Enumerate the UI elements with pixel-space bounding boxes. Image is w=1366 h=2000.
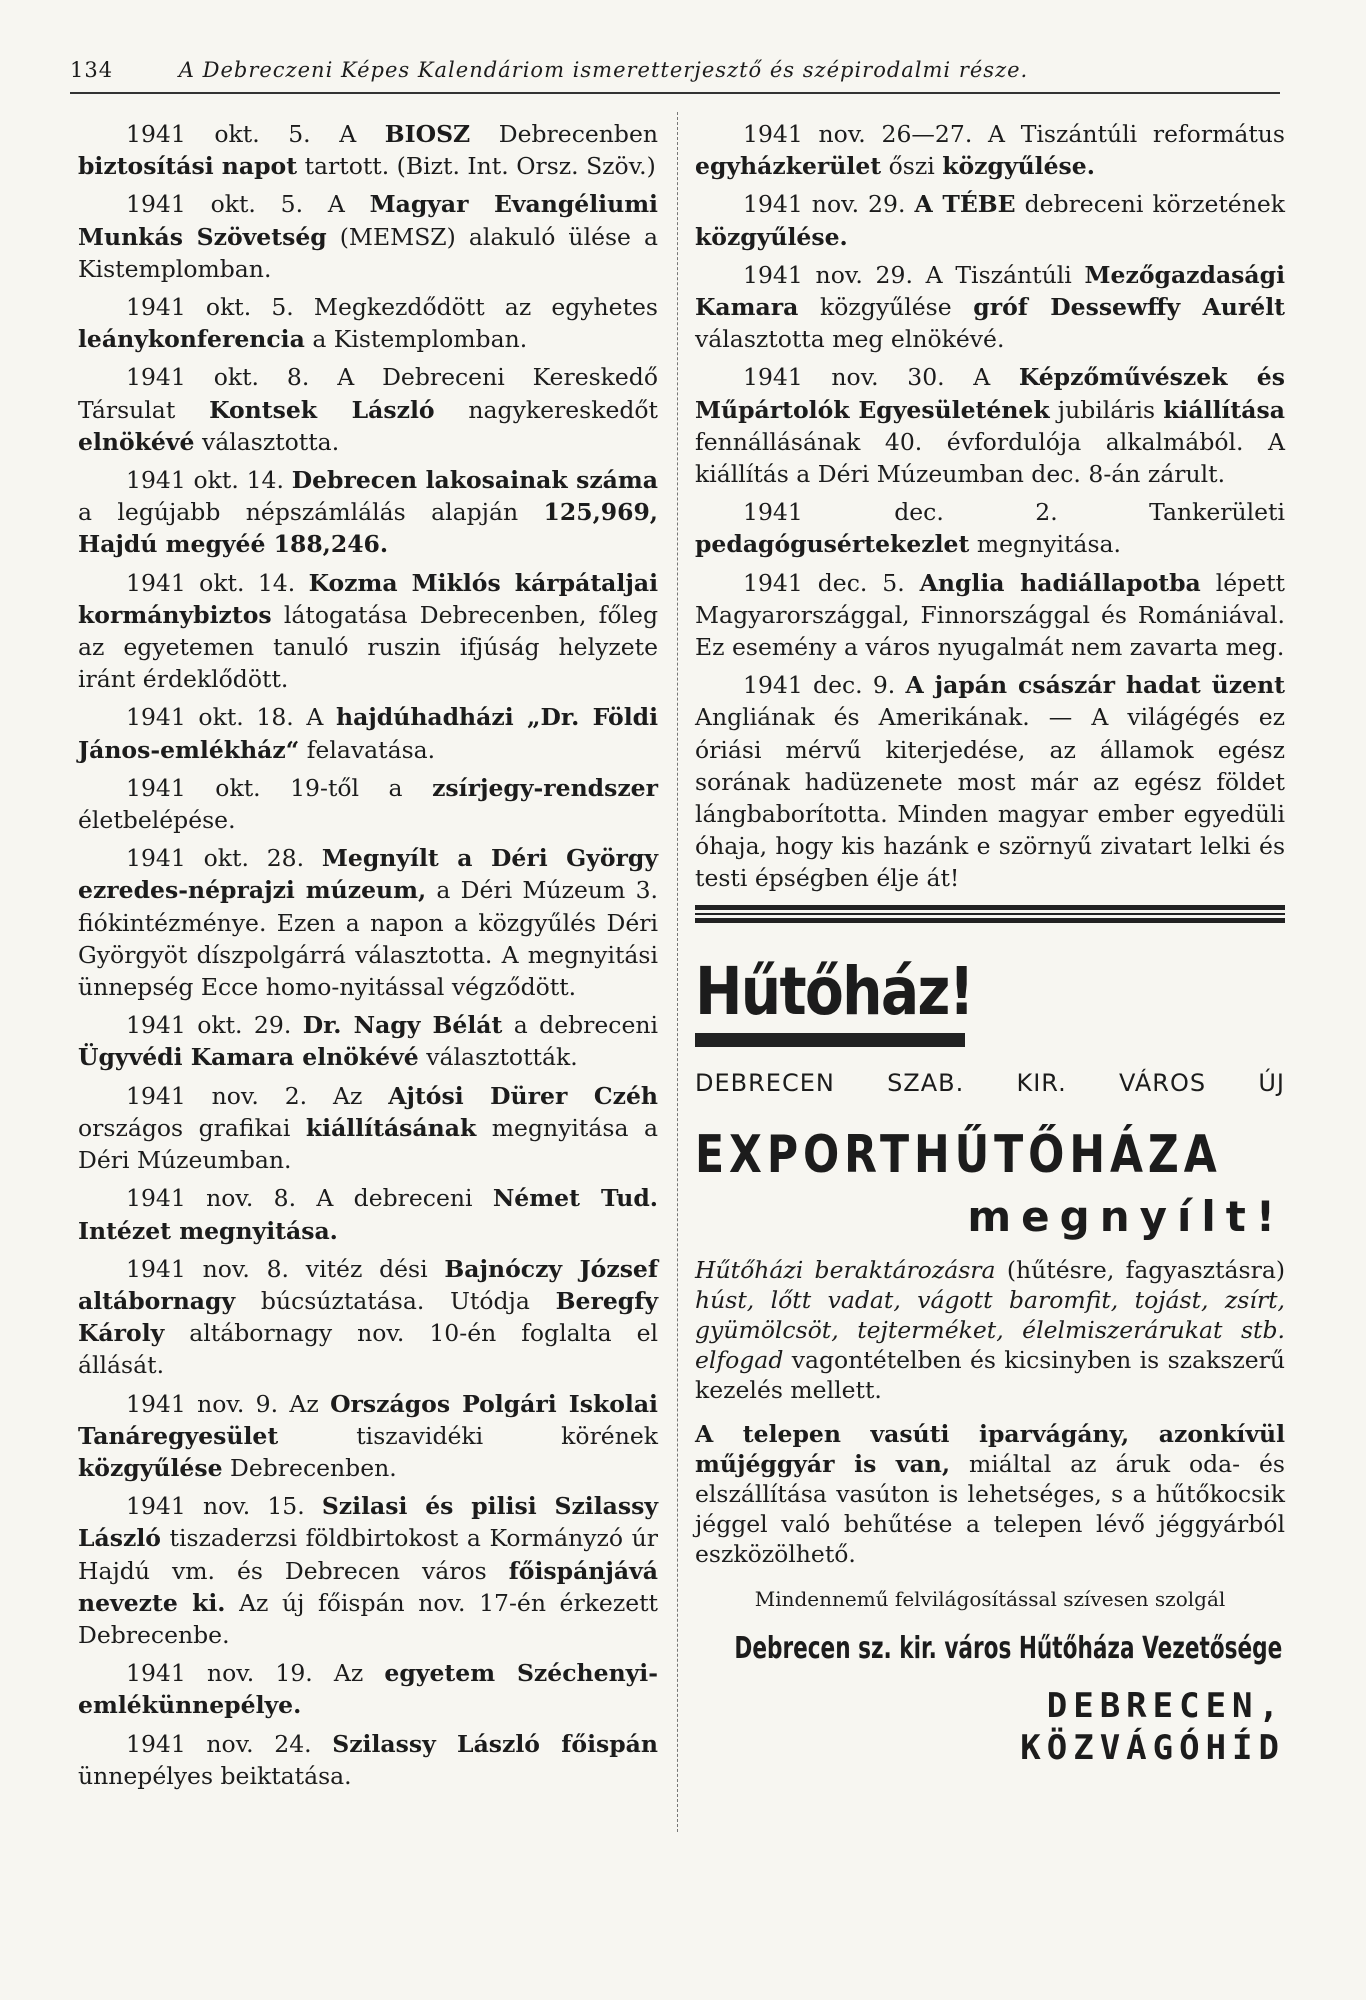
entry-text: közgyűlése [798, 293, 974, 322]
chronicle-entry [695, 496, 1285, 560]
chronicle-entry [78, 772, 658, 836]
entry-bold: Kontsek László [209, 395, 435, 424]
entry-bold: Bajnóczy József altábornagy [78, 1254, 658, 1315]
entry-bold: zsírjegy-rendszer [432, 773, 658, 802]
left-column [78, 118, 658, 1798]
entry-date: 1941 nov. 2. Az [126, 1081, 389, 1110]
chronicle-entry [695, 361, 1285, 490]
ad-rail-heading: A telepen vasúti iparvágány, azonkívül műjéggyár is van, [695, 1420, 1285, 1479]
chronicle-entry [78, 1253, 658, 1382]
entry-bold: közgyűlése. [942, 152, 1095, 181]
entry-bold: A TÉBE [914, 190, 1016, 219]
entry-bold: BIOSZ [384, 120, 471, 148]
entry-text: lépett Magyarországgal, Finnországgal és Romániával. Ez esemény a város nyugalmát nem zavarta meg. [695, 568, 1285, 662]
entry-bold: főispánjává nevezte ki. [78, 1556, 658, 1617]
entry-date: 1941 nov. 24. [126, 1729, 333, 1758]
chronicle-entry [78, 464, 658, 561]
entry-date: 1941 okt. 14. [126, 466, 292, 495]
entry-text: (MEMSZ) alakuló ülése a Kistemplomban. [78, 222, 658, 283]
entry-bold: biztosítási napot [78, 152, 298, 181]
chronicle-entry [695, 567, 1285, 664]
entry-bold: kiállítása [1163, 395, 1285, 424]
chronicle-entry [695, 259, 1285, 356]
entry-date: 1941 nov. 26—27. A Tiszántúli református [743, 120, 1285, 148]
column-divider [677, 112, 678, 1832]
entry-text: választotta meg elnökévé. [695, 325, 1005, 354]
ad-info-line: Mindennemű felvilágosítással szívesen szolgál [754, 1587, 1226, 1612]
running-title: A Debreczeni Képes Kalendáriom ismeretterjesztő és szépirodalmi része. [178, 58, 1029, 82]
entry-text: a legújabb népszámlálás alapján [78, 498, 544, 527]
chronicle-entry [78, 1728, 658, 1792]
separator-rules [695, 905, 1285, 923]
entry-date: 1941 okt. 28. [126, 844, 322, 873]
entry-text: megnyitása. [969, 530, 1121, 559]
chronicle-entry [695, 188, 1285, 252]
entry-text: a Kistemplomban. [304, 325, 528, 354]
right-column [695, 118, 1285, 1769]
entry-bold: 125,969, Hajdú megyéé 188,246. [78, 498, 658, 559]
chronicle-entry [78, 361, 658, 458]
ad-rail-text: miáltal az áruk oda- és elszállítása vasúton is lehetséges, s a hűtőkocsik jéggel való behűtése a telepen lévő jéggyárból eszközölhető. [695, 1450, 1285, 1569]
entry-bold: Szilassy László főispán [332, 1729, 658, 1758]
ad-body-services [695, 1255, 1285, 1405]
entry-bold: Debrecen lakosainak száma [291, 466, 659, 495]
entry-date: 1941 okt. 18. A [126, 703, 336, 732]
ad-city-word: DEBRECEN [695, 1068, 835, 1097]
entry-text: altábornagy nov. 10-én foglalta el állását. [78, 1319, 658, 1380]
entry-bold: leánykonferencia [78, 325, 305, 354]
chronicle-entry [78, 1080, 658, 1177]
entry-bold: Anglia hadiállapotba [919, 568, 1201, 597]
entry-bold: Ügyvédi Kamara elnökévé [78, 1043, 419, 1072]
entry-bold: elnökévé [78, 427, 195, 456]
entry-text: ünnepélyes beiktatása. [78, 1761, 352, 1790]
chronicle-entry [78, 118, 658, 182]
entry-text: Debrecenben. [222, 1453, 397, 1482]
entry-date: 1941 nov. 15. [126, 1492, 322, 1521]
chronicle-entry [78, 291, 658, 355]
ad-services-note: (hűtésre, fagyasztásra) [995, 1256, 1285, 1285]
entry-bold: Országos Polgári Iskolai Tanáregyesület [78, 1389, 658, 1450]
page-header [70, 58, 1280, 94]
entry-date: 1941 nov. 9. Az [126, 1389, 331, 1418]
entry-text: nagykereskedőt [434, 395, 658, 424]
chronicle-entry [695, 118, 1285, 182]
entry-date: 1941 okt. 19-től a [126, 773, 433, 802]
entry-bold: A japán császár hadat üzent [905, 671, 1285, 700]
ad-city-word: KIR. [1016, 1068, 1067, 1097]
entry-text: tiszavidéki körének [278, 1421, 658, 1450]
ad-address-city: DEBRECEN, [1046, 1686, 1285, 1727]
ad-address-street: KÖZVÁGÓHÍD [1020, 1728, 1285, 1769]
entry-bold: közgyűlése [78, 1453, 223, 1482]
entry-text: Az új főispán nov. 17-én érkezett Debrecenbe. [78, 1588, 659, 1649]
entry-bold: Mezőgazdasági Kamara [695, 260, 1285, 322]
entry-text: országos grafikai [78, 1113, 306, 1142]
entry-date: 1941 okt. 29. [126, 1011, 303, 1040]
advertisement [695, 952, 1285, 1770]
entry-bold: egyházkerület [695, 152, 882, 181]
chronicle-entry [78, 1388, 658, 1485]
entry-text: búcsúztatása. Utódja [235, 1286, 556, 1315]
entry-date: 1941 nov. 29. [743, 190, 915, 219]
entry-date: 1941 okt. 5. A [126, 190, 370, 219]
ad-city-word: ÚJ [1258, 1068, 1285, 1097]
chronicle-entry [78, 188, 658, 285]
entry-text: felavatása. [299, 735, 436, 764]
entry-text: tiszaderzsi földbirtokost a Kormányzó úr Hajdú vm. és Debrecen város [78, 1524, 658, 1585]
chronicle-entry [78, 701, 658, 765]
chronicle-entry [78, 1182, 658, 1246]
chronicle-entry [78, 1490, 658, 1651]
chronicle-entry [695, 669, 1285, 894]
entry-date: 1941 nov. 30. A [743, 363, 1019, 392]
entry-text: választotta. [194, 427, 340, 456]
entry-text: fennállásának 40. évfordulója alkalmából. A kiállítás a Déri Múzeumban dec. 8-án zárult. [695, 427, 1285, 489]
entry-date: 1941 nov. 8. A debreceni [126, 1184, 493, 1213]
ad-opened: megnyílt! [967, 1191, 1285, 1241]
entry-text: a debreceni [502, 1011, 659, 1040]
entry-date: 1941 nov. 8. vitéz dési [126, 1254, 445, 1283]
entry-bold: közgyűlése. [695, 222, 848, 251]
entry-bold: hajdúhadházi „Dr. Földi János-emlékház“ [78, 703, 658, 764]
entry-bold: Képzőművészek és Műpártolók Egyesületének [695, 363, 1285, 424]
entry-bold: Megnyílt a Déri György ezredes-néprajzi múzeum, [78, 844, 659, 905]
chronicle-entry [78, 842, 658, 1003]
ad-city-line [695, 1067, 1285, 1099]
ad-title-underline [695, 1033, 965, 1047]
entry-bold: Német Tud. Intézet megnyitása. [78, 1184, 658, 1245]
entry-text: Angliának és Amerikának. — A világégés ez óriási mérvű kiterjedése, az államok egész sorának hadüzenete most már az egész földet lángbaborította. Minden magyar ember egyedüli óhaja, hogy kis hazánk e szörnyű zivatart lelki és testi épségben élje át! [695, 703, 1285, 893]
entry-text: jubiláris [1049, 395, 1164, 424]
ad-export-headline: EXPORTHŰTŐHÁZA [695, 1124, 1222, 1185]
chronicle-entry [78, 1009, 658, 1073]
entry-date: 1941 dec. 9. [743, 671, 906, 700]
entry-text: életbelépése. [78, 806, 236, 835]
ad-management: Debrecen sz. kir. város Hűtőháza Vezetősége [734, 1631, 1283, 1667]
entry-date: 1941 nov. 19. Az [126, 1659, 385, 1688]
entry-text: választották. [418, 1043, 578, 1072]
entry-text: tartott. (Bizt. Int. Orsz. Szöv.) [297, 152, 656, 181]
entry-date: 1941 nov. 29. A Tiszántúli [743, 260, 1085, 289]
entry-text: őszi [881, 152, 943, 181]
entry-bold: Dr. Nagy Bélát [302, 1011, 503, 1040]
entry-bold: gróf Dessewffy Aurélt [973, 293, 1285, 322]
entry-text: debreceni körzetének [1015, 190, 1285, 219]
entry-bold: Magyar Evangéliumi Munkás Szövetség [78, 190, 658, 251]
entry-date: 1941 okt. 8. A Debreceni Kereskedő Társulat [78, 363, 658, 424]
entry-bold: Kozma Miklós kárpátaljai kormánybiztos [78, 568, 658, 629]
entry-bold: Ajtósi Dürer Czéh [388, 1081, 658, 1110]
chronicle-entry [78, 1657, 658, 1721]
ad-services-terms: vagontételben és kicsinyben is szakszerű kezelés mellett. [695, 1346, 1285, 1405]
entry-date: 1941 dec. 2. Tankerületi [743, 498, 1285, 527]
entry-bold: Beregfy Károly [78, 1286, 658, 1348]
entry-date: 1941 dec. 5. [743, 568, 920, 597]
entry-text: Debrecenben [470, 120, 658, 148]
ad-services-goods: húst, lőtt vadat, vágott baromfit, tojást, zsírt, gyümölcsöt, tejterméket, élelmiszerárukat stb. elfogad [695, 1286, 1285, 1375]
ad-city-word: SZAB. [887, 1068, 965, 1097]
entry-date: 1941 okt. 5. Megkezdődött az egyhetes [126, 293, 658, 322]
chronicle-entry [78, 567, 658, 696]
entry-text: a Déri Múzeum 3. fiókintézménye. Ezen a napon a közgyűlés Déri Györgyöt díszpolgárrá választotta. A megnyitási ünnepség Ecce homo-nyitással végződött. [78, 876, 658, 1002]
ad-title: Hűtőház! [695, 952, 973, 1030]
entry-text: látogatása Debrecenben, főleg az egyetemen tanuló ruszin ifjúság helyzete iránt érdeklődött. [78, 600, 658, 694]
entry-text: megnyitása a Déri Múzeumban. [78, 1113, 658, 1175]
entry-bold: pedagógusértekezlet [695, 530, 970, 559]
entry-date: 1941 okt. 14. [126, 568, 309, 597]
ad-services-heading: Hűtőházi beraktározásra [695, 1256, 996, 1285]
ad-city-word: VÁROS [1118, 1068, 1207, 1097]
entry-bold: kiállításának [305, 1113, 477, 1142]
entry-date: 1941 okt. 5. A [126, 120, 385, 148]
entry-bold: Szilasi és pilisi Szilassy László [78, 1492, 658, 1553]
page-number: 134 [70, 58, 114, 82]
entry-bold: egyetem Széchenyi-emlékünnepélye. [78, 1659, 658, 1720]
ad-body-rail [695, 1419, 1285, 1569]
